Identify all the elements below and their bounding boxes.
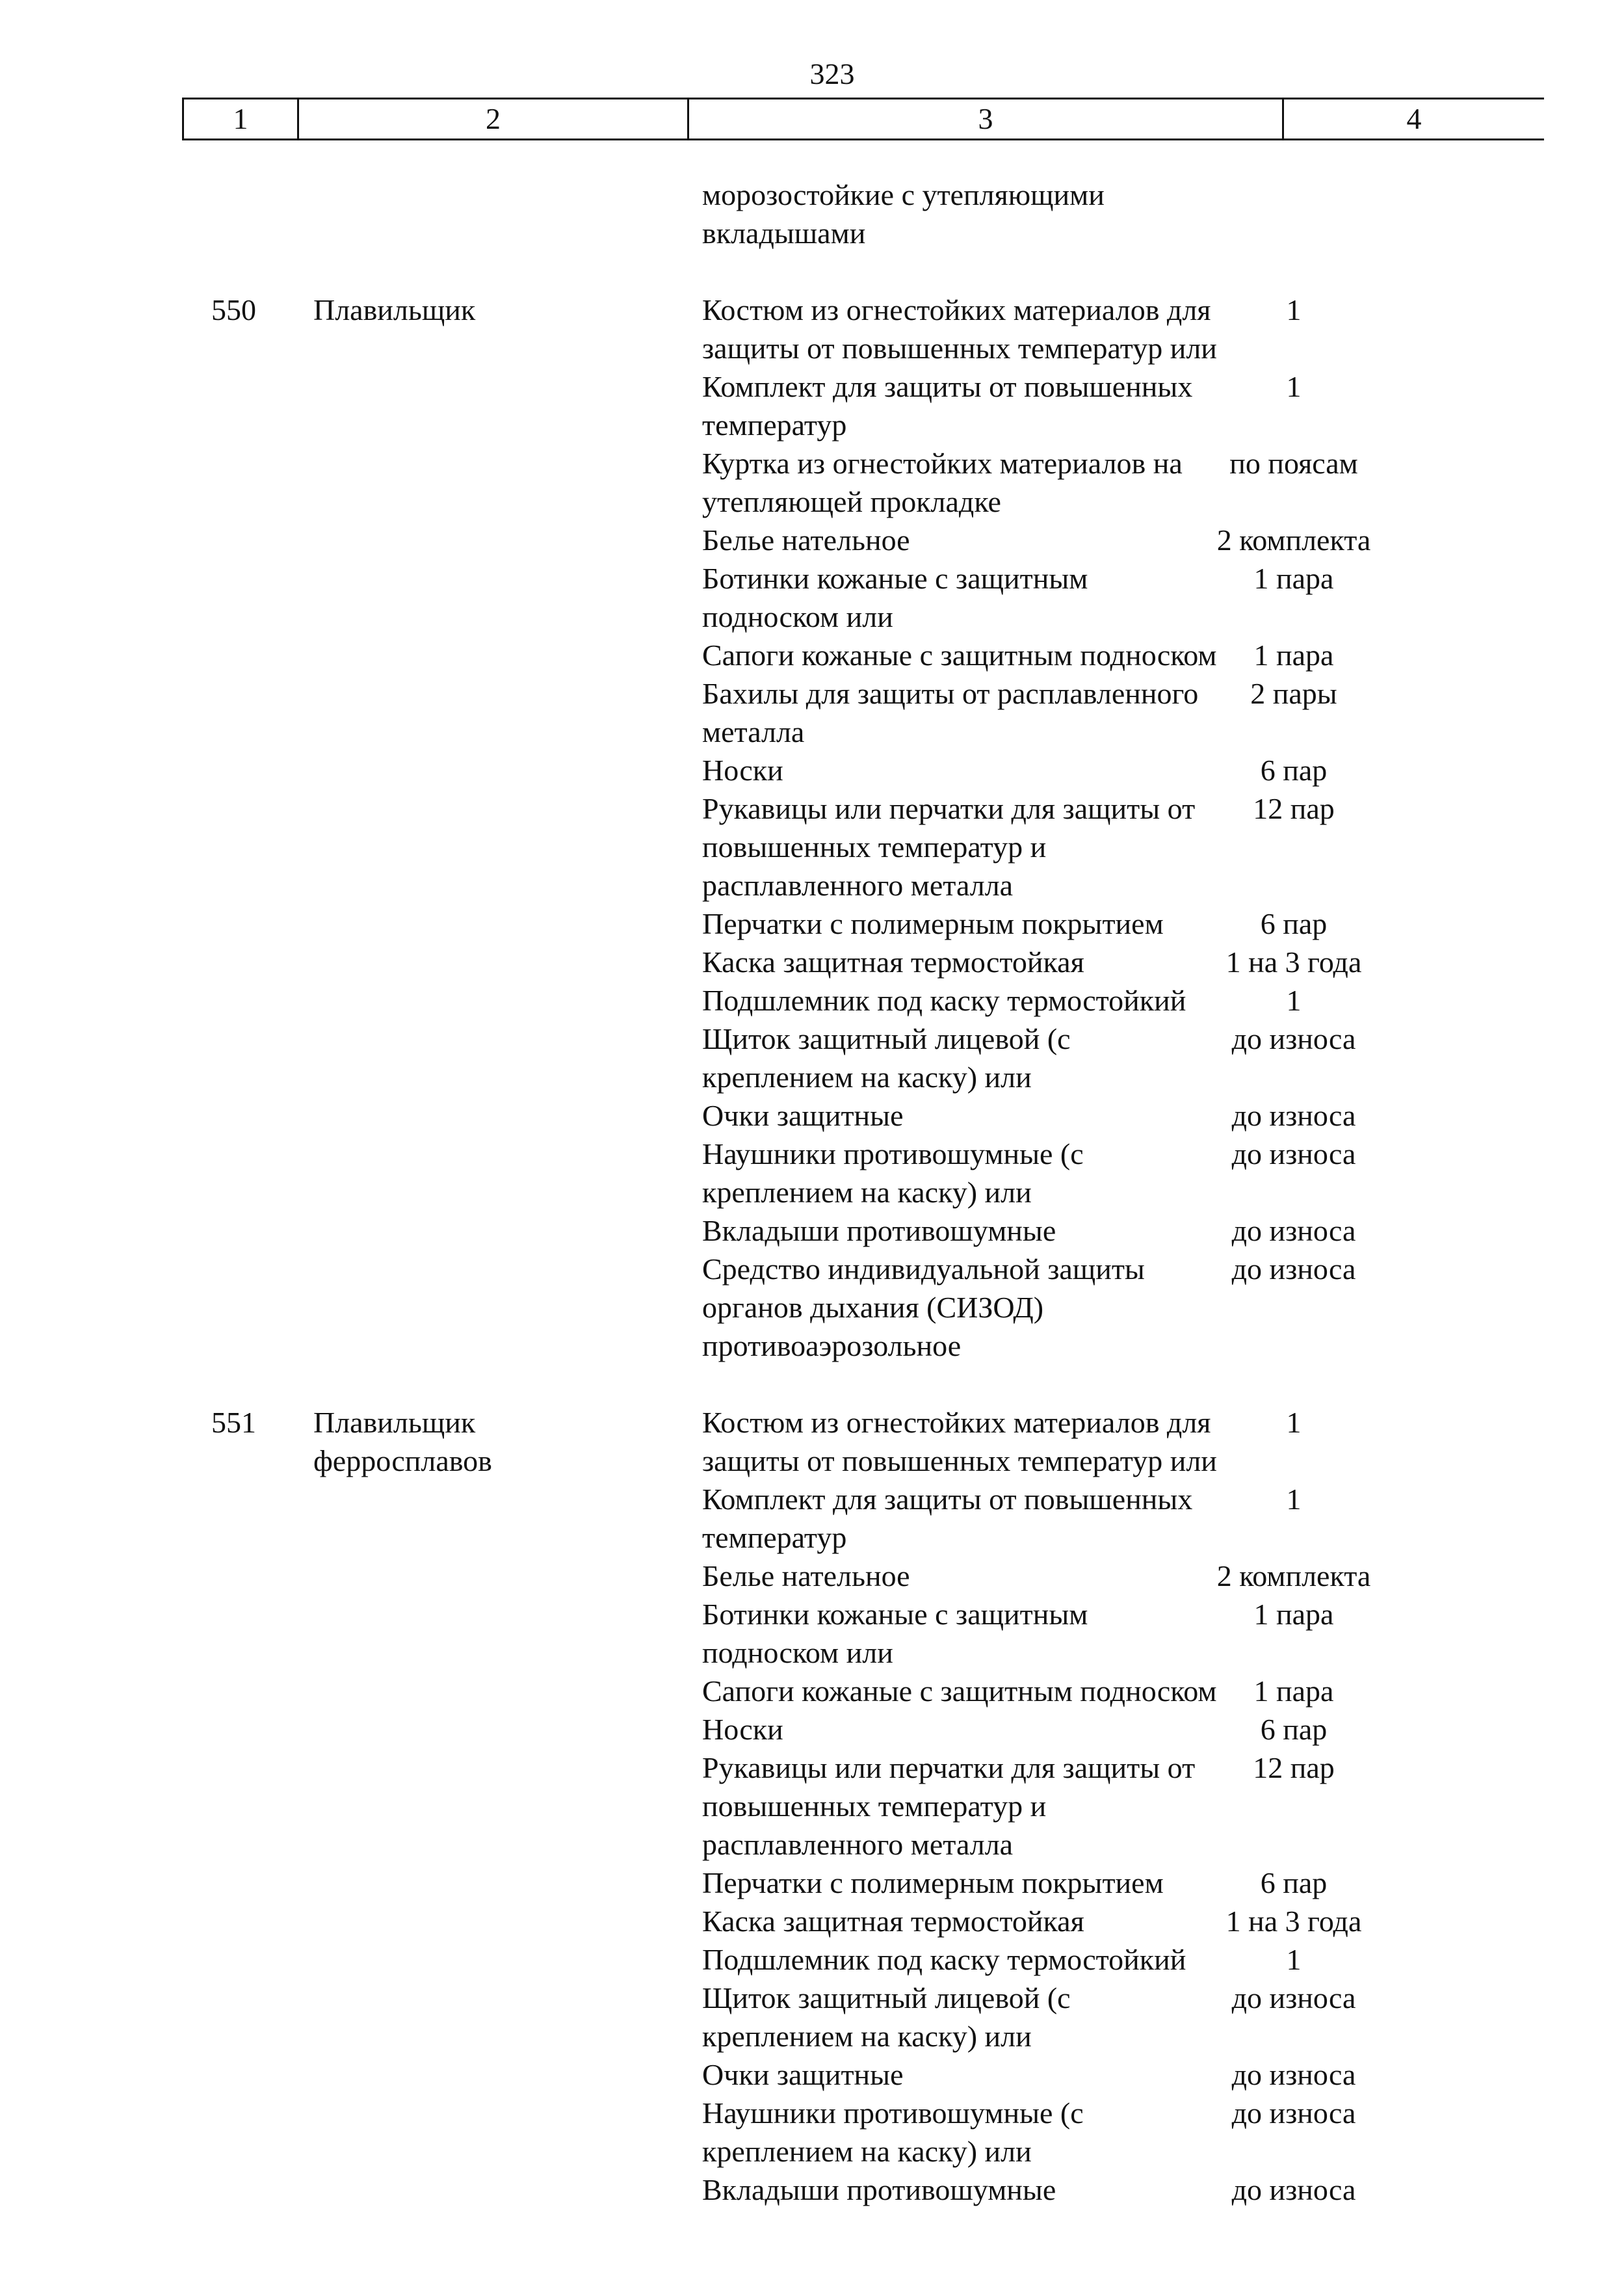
- protective-item: Средство индивидуальной защиты: [702, 1252, 1145, 1286]
- table-line: [0, 1288, 1624, 1326]
- protective-item: Вкладыши противошумные: [702, 1214, 1056, 1247]
- table-line: [0, 1020, 1624, 1058]
- table-line: [0, 674, 1624, 713]
- table-line: [0, 1748, 1624, 1787]
- table-line: [0, 866, 1624, 904]
- protective-item: Вкладыши противошумные: [702, 2173, 1056, 2206]
- table-line: [0, 482, 1624, 521]
- protective-item: креплением на каску) или: [702, 1061, 1032, 1094]
- table-line: [0, 1902, 1624, 1940]
- quantity: по поясам: [1229, 447, 1358, 480]
- protective-item: Носки: [702, 754, 783, 787]
- protective-item: Наушники противошумные (с: [702, 1137, 1084, 1170]
- quantity: 1 пара: [1253, 1598, 1334, 1631]
- table-body: [0, 176, 1624, 2209]
- quantity: до износа: [1231, 1981, 1356, 2014]
- profession-name: Плавильщик: [313, 293, 476, 326]
- table-line: [0, 2132, 1624, 2171]
- page-number: 323: [809, 57, 855, 90]
- row-spacer: [0, 252, 1624, 291]
- protective-item: Белье нательное: [702, 523, 910, 557]
- quantity: 1 на 3 года: [1225, 1905, 1362, 1938]
- table-line: [0, 1326, 1624, 1365]
- quantity: 12 пар: [1253, 1751, 1335, 1784]
- protective-item: противоаэрозольное: [702, 1329, 962, 1362]
- table-line: [0, 214, 1624, 252]
- table-line: [0, 1825, 1624, 1864]
- table-line: [0, 598, 1624, 636]
- protective-item: повышенных температур и: [702, 830, 1047, 864]
- quantity: 1: [1286, 370, 1302, 403]
- protective-item: Носки: [702, 1713, 783, 1746]
- protective-item: Сапоги кожаные с защитным подноском: [702, 1674, 1217, 1708]
- table-line: [0, 1979, 1624, 2017]
- protective-item: Бахилы для защиты от расплавленного: [702, 677, 1199, 710]
- protective-item: Перчатки с полимерным покрытием: [702, 907, 1164, 940]
- table-line: [0, 1787, 1624, 1825]
- table-line: [0, 2055, 1624, 2094]
- table-line: [0, 367, 1624, 406]
- quantity: до износа: [1231, 1252, 1356, 1286]
- table-line: [0, 904, 1624, 943]
- table-line: [0, 1442, 1624, 1480]
- profession-name: Плавильщик: [313, 1406, 476, 1439]
- table-line: [0, 2094, 1624, 2132]
- table-line: [0, 636, 1624, 674]
- quantity: до износа: [1231, 2058, 1356, 2091]
- table-line: [0, 1173, 1624, 1211]
- quantity: 2 комплекта: [1216, 1559, 1371, 1592]
- table-line: [0, 291, 1624, 329]
- protective-item: креплением на каску) или: [702, 2020, 1032, 2053]
- protective-item: подноском или: [702, 1636, 893, 1669]
- protective-item: креплением на каску) или: [702, 2135, 1032, 2168]
- protective-item: расплавленного металла: [702, 1828, 1014, 1861]
- protective-item: Рукавицы или перчатки для защиты от: [702, 792, 1196, 825]
- quantity: до износа: [1231, 1214, 1356, 1247]
- quantity: 1 на 3 года: [1225, 945, 1362, 979]
- quantity: до износа: [1231, 1099, 1356, 1132]
- protective-item: Щиток защитный лицевой (с: [702, 1022, 1071, 1055]
- quantity: 12 пар: [1253, 792, 1335, 825]
- item-number: 551: [211, 1406, 256, 1439]
- table-line: [0, 1633, 1624, 1672]
- table-line: [0, 1058, 1624, 1096]
- protective-item: Комплект для защиты от повышенных: [702, 1483, 1193, 1516]
- quantity: 2 пары: [1250, 677, 1337, 710]
- protective-item: Костюм из огнестойких материалов для: [702, 293, 1211, 326]
- quantity: до износа: [1231, 2173, 1356, 2206]
- protective-item: Рукавицы или перчатки для защиты от: [702, 1751, 1196, 1784]
- table-line: [0, 1557, 1624, 1595]
- table-line: [0, 1250, 1624, 1288]
- protective-item: металла: [702, 715, 805, 748]
- quantity: 1: [1286, 984, 1302, 1017]
- table-line: [0, 521, 1624, 559]
- table-line: [0, 329, 1624, 367]
- protective-item: защиты от повышенных температур или: [702, 1444, 1217, 1477]
- protective-item: Подшлемник под каску термостойкий: [702, 1943, 1186, 1976]
- table-line: [0, 1710, 1624, 1748]
- table-line: [0, 1940, 1624, 1979]
- quantity: 6 пар: [1260, 1713, 1328, 1746]
- protective-item: органов дыхания (СИЗОД): [702, 1291, 1044, 1324]
- quantity: 1 пара: [1253, 562, 1334, 595]
- quantity: 1 пара: [1253, 639, 1334, 672]
- quantity: до износа: [1231, 1137, 1356, 1170]
- protective-item: Сапоги кожаные с защитным подноском: [702, 639, 1217, 672]
- table-line: [0, 751, 1624, 789]
- table-line: [0, 406, 1624, 444]
- table-line: [0, 828, 1624, 866]
- protective-item: Ботинки кожаные с защитным: [702, 562, 1088, 595]
- quantity: 1: [1286, 1483, 1302, 1516]
- protective-item: Наушники противошумные (с: [702, 2096, 1084, 2130]
- table-line: [0, 176, 1624, 214]
- table-line: [0, 1480, 1624, 1518]
- protective-item: Костюм из огнестойких материалов для: [702, 1406, 1211, 1439]
- table-line: [0, 1211, 1624, 1250]
- table-line: [0, 1518, 1624, 1557]
- quantity: 6 пар: [1260, 907, 1328, 940]
- quantity: до износа: [1231, 1022, 1356, 1055]
- table-line: [0, 1672, 1624, 1710]
- quantity: до износа: [1231, 2096, 1356, 2130]
- column-header-4: 4: [1406, 102, 1422, 135]
- table-line: [0, 1135, 1624, 1173]
- protective-item: Комплект для защиты от повышенных: [702, 370, 1193, 403]
- table-line: [0, 981, 1624, 1020]
- protective-item: температур: [702, 408, 847, 442]
- table-line: [0, 559, 1624, 598]
- protective-item: Перчатки с полимерным покрытием: [702, 1866, 1164, 1899]
- table-line: [0, 444, 1624, 482]
- table-line: [0, 943, 1624, 981]
- table-line: [0, 1403, 1624, 1442]
- table-line: [0, 1096, 1624, 1135]
- table-line: [0, 2171, 1624, 2209]
- table-line: [0, 713, 1624, 751]
- protective-item: подноском или: [702, 600, 893, 633]
- table-line: [0, 1864, 1624, 1902]
- column-header-2: 2: [299, 99, 689, 139]
- quantity: 1: [1286, 293, 1302, 326]
- protective-item: Куртка из огнестойких материалов на: [702, 447, 1183, 480]
- protective-item: температур: [702, 1521, 847, 1554]
- column-header-1: 1: [182, 99, 299, 139]
- protective-item: Очки защитные: [702, 2058, 904, 2091]
- quantity: 1: [1286, 1943, 1302, 1976]
- table-line: [0, 2017, 1624, 2055]
- protective-item: Каска защитная термостойкая: [702, 945, 1084, 979]
- protective-item: повышенных температур и: [702, 1789, 1047, 1823]
- quantity: 6 пар: [1260, 1866, 1328, 1899]
- item-number: 550: [211, 293, 256, 326]
- column-header-3: 3: [689, 99, 1284, 139]
- quantity: 6 пар: [1260, 754, 1328, 787]
- row-spacer: [0, 1365, 1624, 1403]
- table-line: [0, 1595, 1624, 1633]
- protective-item: Щиток защитный лицевой (с: [702, 1981, 1071, 2014]
- quantity: 2 комплекта: [1216, 523, 1371, 557]
- protective-item: Ботинки кожаные с защитным: [702, 1598, 1088, 1631]
- protective-item: Подшлемник под каску термостойкий: [702, 984, 1186, 1017]
- protective-item: защиты от повышенных температур или: [702, 332, 1217, 365]
- protective-item: Очки защитные: [702, 1099, 904, 1132]
- profession-name: ферросплавов: [313, 1444, 492, 1477]
- protective-item: вкладышами: [702, 217, 866, 250]
- protective-item: креплением на каску) или: [702, 1176, 1032, 1209]
- protective-item: Каска защитная термостойкая: [702, 1905, 1084, 1938]
- protective-item: морозостойкие с утепляющими: [702, 178, 1105, 211]
- protective-item: расплавленного металла: [702, 869, 1014, 902]
- quantity: 1 пара: [1253, 1674, 1334, 1708]
- quantity: 1: [1286, 1406, 1302, 1439]
- protective-item: Белье нательное: [702, 1559, 910, 1592]
- protective-item: утепляющей прокладке: [702, 485, 1001, 518]
- table-line: [0, 789, 1624, 828]
- table-header: [182, 98, 1544, 140]
